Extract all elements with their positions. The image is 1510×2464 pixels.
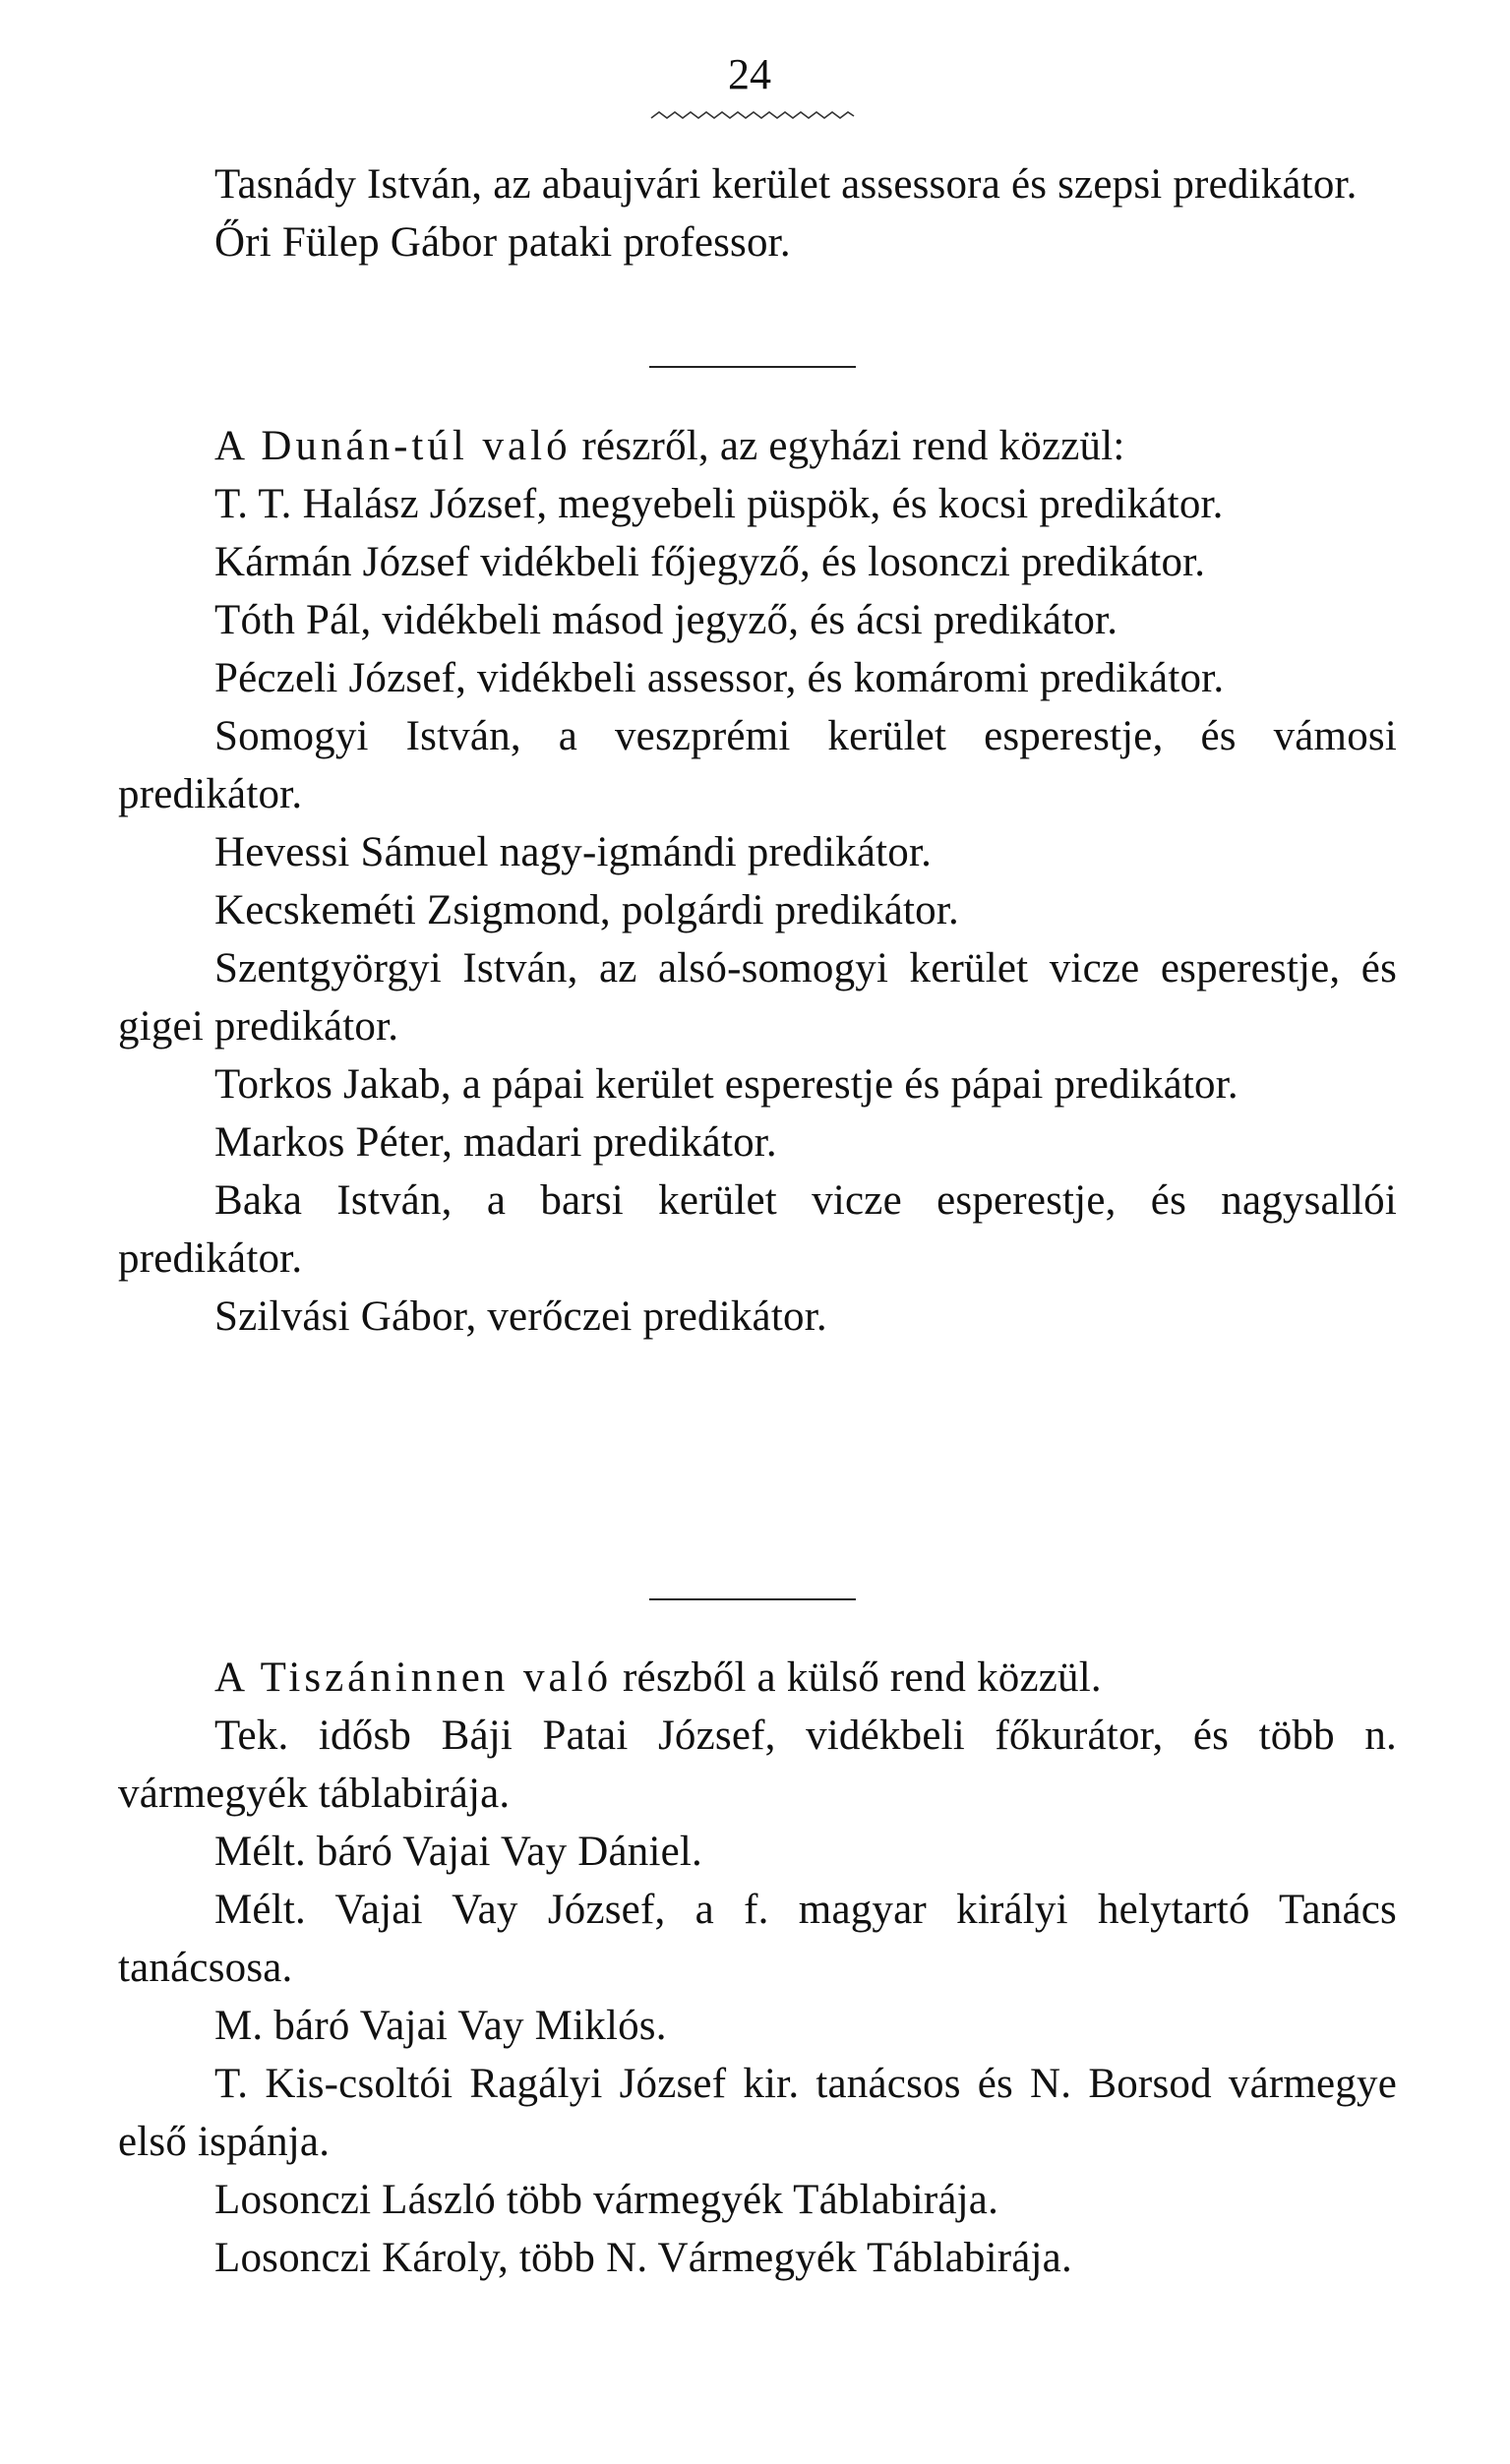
section-heading-rest: részről, az egyházi rend közzül: <box>571 423 1125 469</box>
page-number: 24 <box>728 50 771 98</box>
entry: Szilvási Gábor, verőczei predikátor. <box>214 1293 827 1340</box>
entry: M. báró Vajai Vay Miklós. <box>214 2003 667 2049</box>
entry: Őri Fülep Gábor pataki professor. <box>214 219 791 266</box>
entry: Baka István, a barsi kerület vicze esperestje, és nagysallói predikátor. <box>118 1177 1397 1282</box>
section-divider <box>649 1598 856 1600</box>
entry: Somogyi István, a veszprémi kerület esperestje, és vámosi predikátor. <box>118 713 1397 817</box>
entry: T. Kis-csoltói Ragályi József kir. tanácsos és N. Borsod vármegye első ispánja. <box>118 2061 1397 2165</box>
entry: Szentgyörgyi István, az alsó-somogyi kerület vicze esperestje, és gigei predikátor. <box>118 945 1397 1050</box>
section-heading <box>118 417 1397 475</box>
entry: Péczeli József, vidékbeli assessor, és komáromi predikátor. <box>214 655 1225 701</box>
page-number-ornament <box>649 106 856 124</box>
section-divider <box>649 366 856 368</box>
entry: Mélt. báró Vajai Vay Dániel. <box>214 1829 703 1875</box>
entry: Markos Péter, madari predikátor. <box>214 1119 777 1166</box>
entry: Hevessi Sámuel nagy-igmándi predikátor. <box>214 829 933 875</box>
section-abauj <box>118 155 1397 271</box>
entry: T. T. Halász József, megyebeli püspök, és kocsi predikátor. <box>214 481 1224 527</box>
entry: Tóth Pál, vidékbeli másod jegyző, és ácsi predikátor. <box>214 597 1118 643</box>
section-dunantul <box>118 417 1397 1346</box>
entry: Losonczi Károly, több N. Vármegyék Táblabirája. <box>214 2235 1072 2281</box>
section-heading-spaced: A Dunán-túl való <box>214 423 572 469</box>
section-heading-spaced: A Tiszáninnen való <box>214 1654 613 1701</box>
entry: Torkos Jakab, a pápai kerület esperestje és pápai predikátor. <box>214 1061 1238 1108</box>
entry: Kármán József vidékbeli főjegyző, és losonczi predikátor. <box>214 539 1206 585</box>
section-heading <box>118 1649 1397 1707</box>
entry: Tek. idősb Báji Patai József, vidékbeli főkurátor, és több n. vármegyék táblabirája. <box>118 1713 1397 1817</box>
entry: Kecskeméti Zsigmond, polgárdi predikátor. <box>214 887 959 933</box>
entry: Tasnády István, az abaujvári kerület assessora és szepsi predikátor. <box>214 161 1358 208</box>
entry: Losonczi László több vármegyék Táblabirája. <box>214 2177 999 2223</box>
section-tiszaninnen <box>118 1649 1397 2287</box>
section-heading-rest: részből a külső rend közzül. <box>612 1654 1102 1701</box>
entry: Mélt. Vajai Vay József, a f. magyar királyi helytartó Tanács tanácsosa. <box>118 1887 1397 1991</box>
